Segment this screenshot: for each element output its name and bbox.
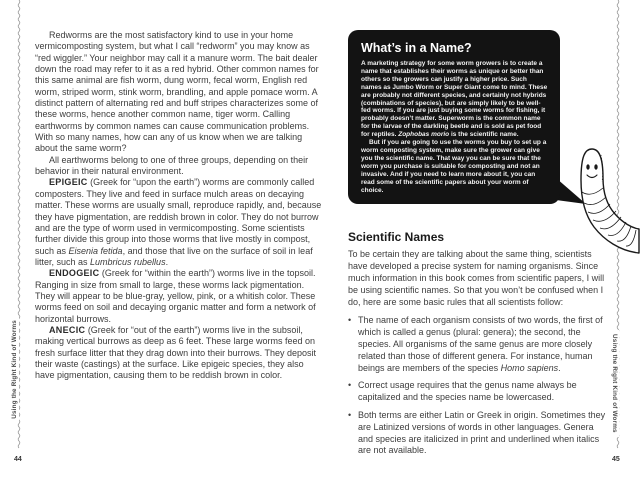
body-paragraph: ANECIC (Greek for “out of the earth”) worms live in the subsoil, making vertical burrows as deep as 6 feet. These large worms feed on fresh surface litter that they drag down into their burrows. They deposit their waste (castings) at the surface. Like epigeic species, they also have pigmentation, causing them to be reddish brown in color. (35, 324, 316, 381)
bullet-item (348, 410, 607, 457)
callout-paragraph: A marketing strategy for some worm growers is to create a name that establishes their worms as unique or better than others so the growers can justify a higher price. Such names as Jumbo Worm or Super Giant come to mind. These are probably not different species, and certainly not hybrids (combinations of species), but are simply likely to be well-fed worms. If you are just buying some worms for fishing, it probably doesn’t matter. Superworm is the common name for the larvae of the darkling beetle and is sold as pet food for reptiles. Zophobas morio is the scientific name. (361, 60, 548, 139)
bullet-text: Correct usage requires that the genus name always be capitalized and the species name be lowercased. (358, 380, 577, 403)
page-number-right: 45 (612, 456, 620, 463)
worm-eye (586, 164, 589, 169)
bullet-marker: • (348, 380, 352, 391)
callout-box (348, 30, 560, 204)
chapter-label-left: Using the Right Kind of Worms (10, 316, 19, 423)
bullet-text: The name of each organism consists of two words, the first of which is called a genus (plural: genera); the second, the species. All organisms of the same genus are more closely related than those of different genera. For instance, human beings are members of the species Homo sapiens. (358, 315, 603, 373)
page-left-body (35, 30, 323, 382)
bullet-marker: • (348, 409, 352, 420)
callout-paragraph: But if you are going to use the worms you buy to set up a worm composting system, make sure the grower can give you the scientific name. That way you can be sure that the worm you purchase is suitable for composting and not an invasive. And if you need to learn more about it, you can read some of the scientific papers about your worm of choice. (361, 139, 547, 194)
bullet-text: Both terms are either Latin or Greek in origin. Sometimes they are Latinized versions of words in other languages. Genera and species are italicized in print and underlined when italics are not available. (358, 409, 606, 456)
section-heading: Scientific Names (348, 230, 445, 245)
bullet-item (348, 315, 607, 374)
body-paragraph: EPIGEIC (Greek for “upon the earth”) worms are commonly called composters. They live and feed in surface mulch areas on decaying matter. These worms are usually small, reproduce rapidly, and, because they have pigmentation, are reddish brown in color. They do not burrow and are the type of worm used in vermicomposting. Some scientists further divide this group into those worms that live mostly in compost, such as Eisenia fetida, and those that live on the surface of soil in leaf litter, such as Lumbricus rubellus. (35, 177, 322, 267)
page-number-left: 44 (14, 456, 22, 463)
body-paragraph: All earthworms belong to one of three groups, depending on their behavior in their natural environment. (35, 154, 309, 177)
worm-eye (594, 164, 597, 169)
bullet-item (348, 380, 607, 404)
section-intro: To be certain they are talking about the same thing, scientists have developed a precise system for naming organisms. Since much information in this book comes from scientific papers, I will be using scientific names. So that you won’t be confused when I do, here are some basic rules that all scientists follow: (348, 249, 605, 307)
body-paragraph: ENDOGEIC (Greek for “within the earth”) worms live in the topsoil. Ranging in size from small to large, these worms lack pigmentation. They will appear to be blue-gray, yellow, pink, or a whitish color. These worms feed on soil and decaying organic matter and form a network of horizontal burrows. (35, 268, 316, 324)
chapter-label-right: Using the Right Kind of Worms (610, 330, 619, 437)
rules-list (348, 315, 607, 457)
worm-illustration (560, 140, 640, 266)
body-paragraph: Redworms are the most satisfactory kind to use in your home vermicomposting system, but what I call “redworm” you may know as “red wiggler.” Your neighbor may call it a manure worm. The bait dealer down the road may refer to it as a red hybrid. Other common names for this same animal are fish worm, dung worm, fecal worm, English red worm, striped worm, stink worm, brandling, and apple pomace worm. A distinct pattern of alternating red and buff stripes characterizes some of these worms, hence another common name, tiger worm. Calling earthworms by common names can cause communication problems. With so many names, how can any of us know when we are talking about the same worm? (35, 30, 319, 154)
bullet-marker: • (348, 315, 352, 326)
callout-title: What’s in a Name? (361, 41, 472, 55)
